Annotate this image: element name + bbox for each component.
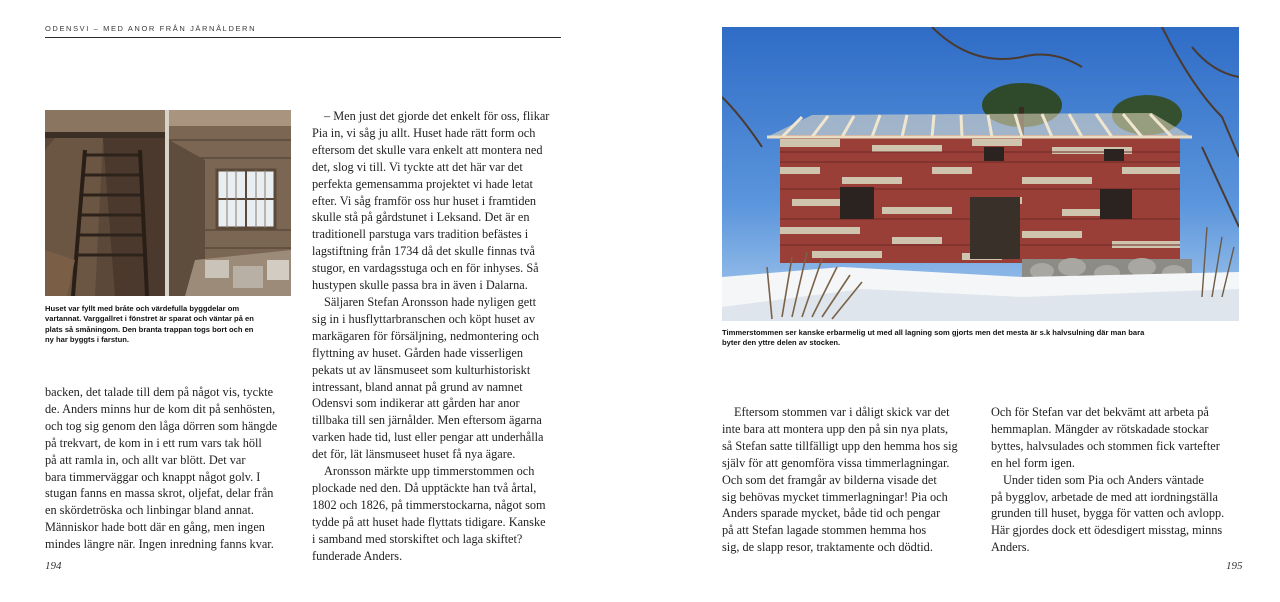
- text-line: hustypen skulle passa bra in även i Dalarna.: [312, 278, 528, 293]
- text-line: tillbaka till sen järnålder. Men eftersom ägarna: [312, 413, 542, 428]
- text-line: intressant, bland annat på grund av namnet: [312, 379, 523, 394]
- text-line: på att Stefan lagade stommen hemma hos: [722, 523, 927, 538]
- header-rule: [45, 37, 561, 38]
- right-page: [640, 0, 1280, 602]
- left-column-2: [312, 108, 562, 564]
- text-line: sig, de slapp resor, traktamente och dödtid.: [722, 540, 933, 555]
- text-line: och tog sig genom den låga dörren som hängde: [45, 418, 278, 433]
- text-line: traditionell parstuga vars tradition befästes i: [312, 227, 529, 242]
- text-line: flyttning av huset. Gården hade visserligen: [312, 345, 524, 360]
- text-line: skulle stå på gårdstunet i Leksand. Det är en: [312, 210, 530, 225]
- right-photo-caption: [722, 328, 1242, 349]
- text-line: 1802 och 1826, på timmerstockarna, något som: [312, 497, 546, 512]
- text-line: plockade ned den. Då upptäckte han två årtal,: [312, 480, 537, 495]
- caption-line: byter den yttre delen av stocken.: [722, 338, 841, 348]
- text-line: varken hade tid, lust eller pengar att underhålla: [312, 430, 544, 445]
- text-line: Och för Stefan var det bekvämt att arbeta på: [991, 405, 1209, 419]
- text-line: de. Anders minns hur de kom dit på senhösten,: [45, 401, 276, 416]
- left-photo-caption: [45, 304, 295, 346]
- timber-frame-photo: [722, 27, 1239, 321]
- text-line: Och som det framgår av bilderna visade det: [722, 472, 937, 487]
- text-line: Människor hade bott där en gång, men ingen: [45, 520, 265, 535]
- text-line: grunden till huset, bygga för vatten och avlopp.: [991, 506, 1225, 521]
- text-line: på trekvart, de kom in i ett rum vars tak höll: [45, 435, 262, 450]
- text-line: Anders sparade mycket, både tid och pengar: [722, 506, 941, 521]
- text-line: Anders.: [991, 540, 1030, 555]
- text-line: Här gjordes dock ett ödesdigert misstag, minns: [991, 523, 1223, 538]
- text-line: en skördetröska och linbingar bland annat.: [45, 503, 254, 518]
- text-line: Under tiden som Pia och Anders väntade: [1003, 472, 1204, 487]
- text-line: backen, det talade till dem på något vis, tyckte: [45, 385, 274, 399]
- text-line: på bygglov, arbetade de med att iordningställa: [991, 489, 1218, 504]
- text-line: en hel form igen.: [991, 455, 1076, 470]
- text-line: själv för att genomföra vissa timmerlagningar.: [722, 455, 950, 470]
- text-line: – Men just det gjorde det enkelt för oss, flikar: [324, 109, 550, 123]
- text-line: byttes, halvsulades och stommen fick vartefter: [991, 438, 1220, 453]
- right-column-2: [991, 404, 1241, 556]
- text-line: i samband med storskiftet och laga skiftet?: [312, 531, 523, 546]
- text-line: markägaren för försäljning, nedmontering och: [312, 328, 540, 343]
- caption-line: Huset var fyllt med bråte och värdefulla byggdelar om: [45, 304, 240, 313]
- text-line: pekats ut av länsmuseet som kulturhistoriskt: [312, 362, 531, 377]
- left-column-1: [45, 384, 297, 553]
- text-line: Aronsson märkte upp timmerstommen och: [324, 464, 535, 479]
- text-line: Odensvi som indikerar att gården har anor: [312, 396, 520, 411]
- text-line: lagstiftning från 1734 då det skulle finnas två: [312, 244, 536, 259]
- text-line: funderade Anders.: [312, 548, 403, 563]
- text-line: stugor, en vardagsstuga och en för inhyses. Så: [312, 261, 539, 276]
- timber-house-illustration: [722, 27, 1239, 321]
- page-number-right: 195: [1226, 560, 1243, 572]
- caption-line: Timmerstommen ser kanske erbarmelig ut med all lagning som gjorts men det mesta är s.k halvsulning där man bara: [722, 328, 1145, 337]
- text-line: sig behövas mycket timmerlagningar! Pia och: [722, 489, 948, 504]
- text-line: på att ramla in, och allt var blött. Det var: [45, 452, 246, 467]
- caption-line: vartannat. Varggallret i fönstret är sparat och väntar på en: [45, 314, 254, 324]
- text-line: eftersom det skulle vara enkelt att montera ned: [312, 142, 543, 157]
- text-line: perfekta gemensamma projektet vi hade letat: [312, 176, 533, 191]
- text-line: så Stefan satte tillfälligt upp den hemma hos sig: [722, 438, 958, 453]
- text-line: hemmaplan. Mängder av rötskadade stockar: [991, 421, 1209, 436]
- text-line: sig in i husflyttarbranschen och köpt huset av: [312, 311, 536, 326]
- text-line: det för, lät länsmuseet huset få nya ägare.: [312, 447, 516, 462]
- text-line: efter. Vi såg framför oss hur huset i framtiden: [312, 193, 537, 208]
- attic-interior-illustration: [45, 110, 291, 296]
- text-line: Säljaren Stefan Aronsson hade nyligen gett: [324, 294, 537, 309]
- text-line: mindes längre när. Ingen inredning fanns kvar.: [45, 537, 274, 552]
- text-line: bara timmerväggar och knappt något golv. I: [45, 469, 261, 484]
- running-head: ODENSVI – MED ANOR FRÅN JÄRNÅLDERN: [45, 24, 257, 33]
- caption-line: plats så småningom. Den branta trappan togs bort och en: [45, 324, 254, 334]
- page-number-left: 194: [45, 560, 62, 572]
- text-line: inte bara att montera upp den på sin nya plats,: [722, 421, 949, 436]
- text-line: det, slog vi till. Vi tyckte att det här var det: [312, 159, 523, 174]
- text-line: tydde på att huset hade flyttats tidigare. Kanske: [312, 514, 546, 529]
- text-line: stugan fanns en massa skrot, oljefat, delar från: [45, 486, 274, 501]
- text-line: Pia in, vi såg ju allt. Huset hade rätt form och: [312, 125, 536, 140]
- attic-interior-photo: [45, 110, 291, 296]
- caption-line: ny har byggts i farstun.: [45, 335, 129, 345]
- text-line: Eftersom stommen var i dåligt skick var det: [734, 405, 950, 419]
- right-column-1: [722, 404, 974, 556]
